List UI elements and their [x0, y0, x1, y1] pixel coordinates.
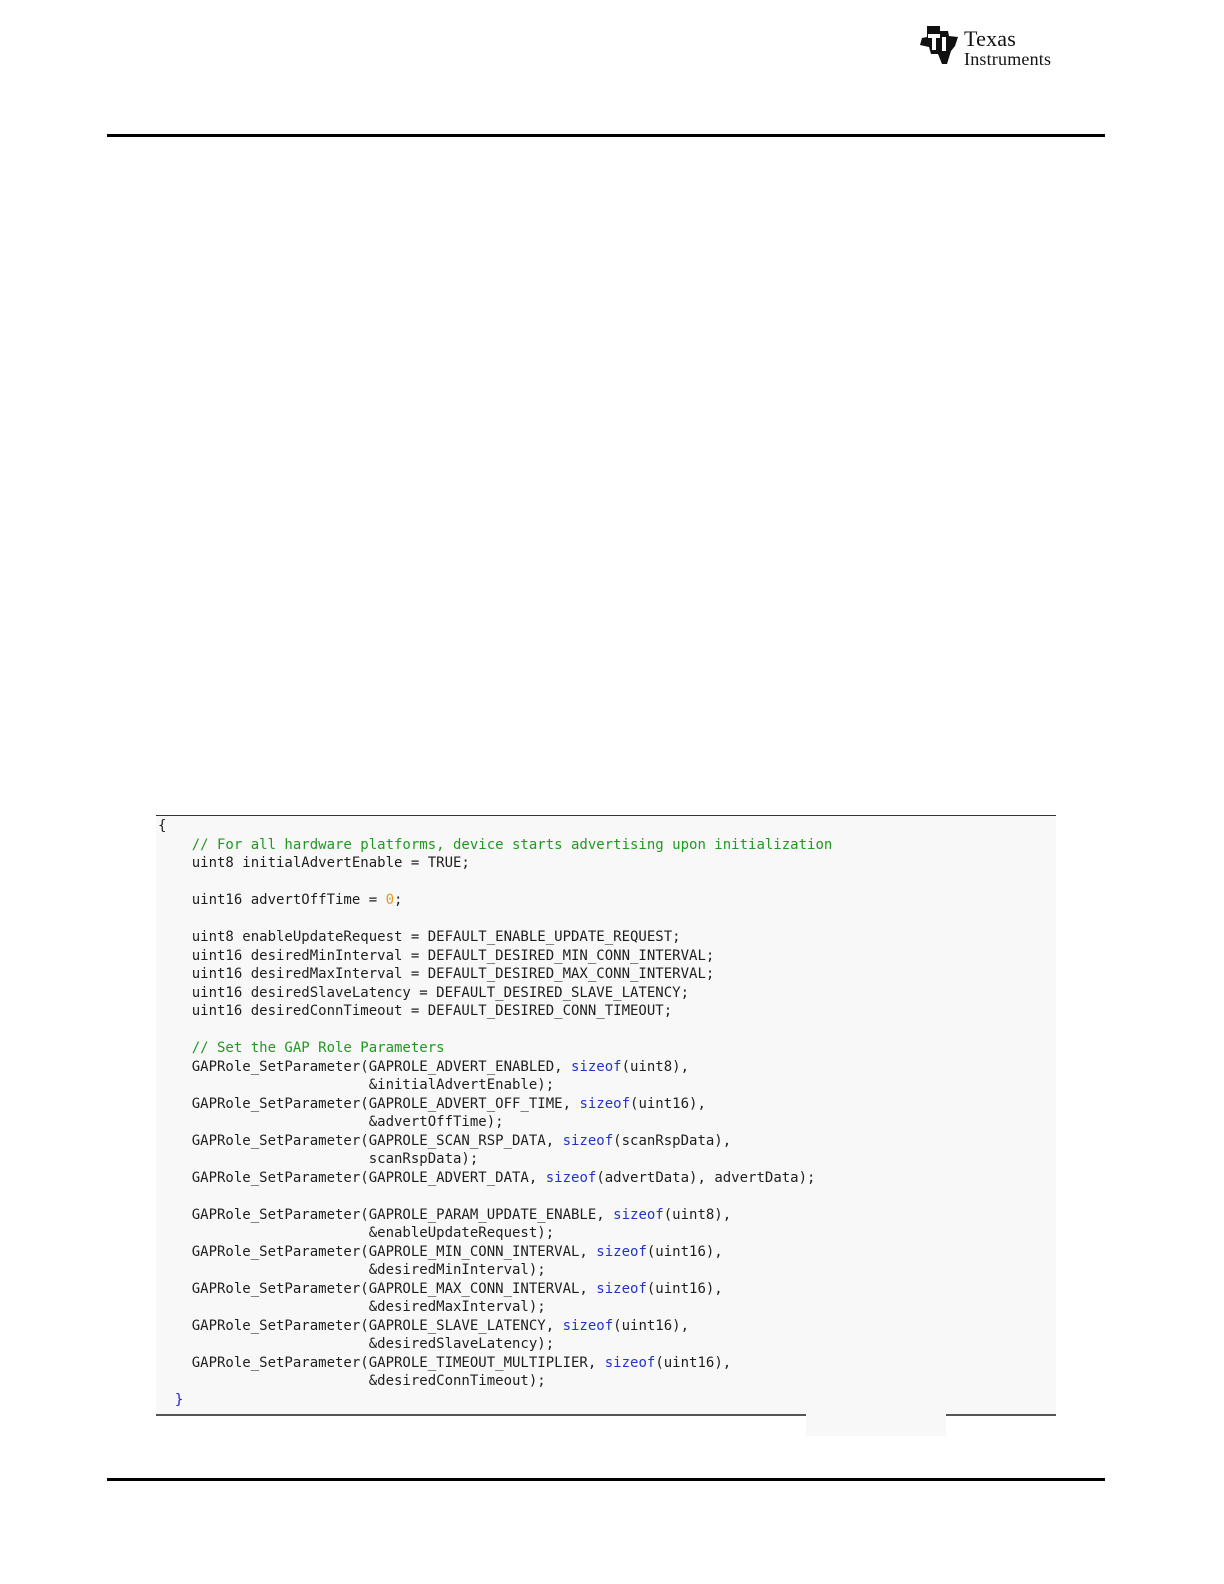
code-line [158, 1372, 832, 1391]
code-line [158, 1169, 832, 1188]
code-line [158, 1206, 832, 1225]
code-line [158, 947, 832, 966]
logo-text-texas: Texas [964, 26, 1016, 51]
code-line [158, 1076, 832, 1095]
code-token-number: 0 [385, 892, 395, 908]
code-line [158, 1058, 832, 1077]
code-token-keyword: sizeof [579, 1095, 631, 1112]
header-rule [107, 134, 1105, 137]
code-token-plain: GAPRole_SetParameter(GAPROLE_SCAN_RSP_DATA, [158, 1132, 563, 1149]
logo-text-instruments: Instruments [964, 49, 1052, 69]
code-token-plain: (advertData), advertData); [596, 1169, 816, 1186]
code-line [158, 1354, 832, 1373]
code-token-plain: uint8 enableUpdateRequest = DEFAULT_ENABLE_UPDATE_REQUEST; [158, 929, 681, 945]
code-panel-tab [806, 1414, 946, 1436]
code-token-plain: GAPRole_SetParameter(GAPROLE_MAX_CONN_INTERVAL, [158, 1280, 597, 1297]
code-line [158, 1021, 832, 1040]
code-token-keyword: sizeof [571, 1058, 622, 1075]
code-token-plain: GAPRole_SetParameter(GAPROLE_SLAVE_LATENCY, [158, 1317, 563, 1334]
code-token-plain: (uint8), [621, 1058, 690, 1075]
code-token-plain: uint8 initialAdvertEnable = TRUE; [158, 855, 470, 871]
code-line [158, 1261, 832, 1280]
code-token-plain: &enableUpdateRequest); [158, 1225, 555, 1241]
code-token-plain: GAPRole_SetParameter(GAPROLE_MIN_CONN_INTERVAL, [158, 1243, 597, 1260]
code-token-comment: // For all hardware platforms, device starts advertising upon initialization [158, 836, 833, 853]
code-token-keyword: sizeof [562, 1317, 614, 1334]
code-token-plain: scanRspData); [158, 1151, 479, 1167]
code-token-plain: (uint16), [646, 1243, 723, 1260]
code-token-plain: uint16 desiredSlaveLatency = DEFAULT_DESIRED_SLAVE_LATENCY; [158, 984, 690, 1001]
code-token-plain: GAPRole_SetParameter(GAPROLE_PARAM_UPDATE_ENABLE, [158, 1206, 614, 1223]
code-line [158, 984, 832, 1003]
code-line [158, 1391, 832, 1410]
code-line [158, 1150, 832, 1169]
code-line [158, 1039, 832, 1058]
code-line [158, 1243, 832, 1262]
code-token-plain: (uint16), [655, 1354, 732, 1371]
code-line [158, 817, 832, 836]
code-line [158, 1002, 832, 1021]
code-token-plain: &desiredConnTimeout); [158, 1373, 546, 1389]
code-token-plain: (scanRspData), [613, 1132, 732, 1149]
code-token-keyword: sizeof [562, 1132, 614, 1149]
code-token-plain: GAPRole_SetParameter(GAPROLE_TIMEOUT_MULTIPLIER, [158, 1354, 605, 1371]
code-line [158, 1224, 832, 1243]
code-token-comment: // Set the GAP Role Parameters [158, 1040, 445, 1056]
code-listing [156, 815, 1056, 1416]
code-token-plain: (uint16), [646, 1280, 723, 1297]
ti-logo [918, 24, 1108, 72]
code-line [158, 910, 832, 929]
code-token-plain: uint16 desiredMaxInterval = DEFAULT_DESIRED_MAX_CONN_INTERVAL; [158, 966, 715, 982]
ti-logo-icon [918, 24, 960, 66]
code-line [158, 1317, 832, 1336]
code-listing-text [158, 817, 832, 1409]
code-token-plain: uint16 desiredMinInterval = DEFAULT_DESIRED_MIN_CONN_INTERVAL; [158, 947, 715, 964]
code-line [158, 1280, 832, 1299]
code-token-plain: GAPRole_SetParameter(GAPROLE_ADVERT_OFF_TIME, [158, 1095, 580, 1112]
code-line [158, 928, 832, 947]
code-token-brace: } [158, 1391, 184, 1408]
code-line [158, 836, 832, 855]
code-token-plain: (uint8), [663, 1206, 732, 1223]
code-token-plain: ; [394, 892, 403, 908]
code-token-plain: &advertOffTime); [158, 1114, 504, 1130]
code-token-keyword: sizeof [596, 1243, 647, 1260]
code-token-plain: GAPRole_SetParameter(GAPROLE_ADVERT_ENABLED, [158, 1058, 572, 1075]
code-line [158, 1132, 832, 1151]
code-line [158, 1095, 832, 1114]
code-line [158, 891, 832, 910]
code-token-plain: GAPRole_SetParameter(GAPROLE_ADVERT_DATA, [158, 1169, 546, 1186]
code-token-keyword: sizeof [545, 1169, 597, 1186]
code-token-plain: { [158, 818, 167, 834]
footer-rule [107, 1478, 1105, 1481]
code-token-plain: (uint16), [630, 1095, 706, 1112]
code-token-plain: &desiredSlaveLatency); [158, 1336, 555, 1352]
code-line [158, 1335, 832, 1354]
code-token-plain: &desiredMinInterval); [158, 1262, 546, 1278]
code-line [158, 1187, 832, 1206]
code-token-plain: uint16 desiredConnTimeout = DEFAULT_DESIRED_CONN_TIMEOUT; [158, 1003, 673, 1019]
code-token-keyword: sizeof [613, 1206, 664, 1223]
code-token-keyword: sizeof [604, 1354, 656, 1371]
code-line [158, 873, 832, 892]
code-token-plain: (uint16), [613, 1317, 690, 1334]
code-token-plain: uint16 advertOffTime = [158, 892, 386, 908]
code-token-keyword: sizeof [596, 1280, 647, 1297]
code-token-plain: &initialAdvertEnable); [158, 1077, 555, 1093]
code-token-plain: &desiredMaxInterval); [158, 1299, 546, 1315]
code-line [158, 1113, 832, 1132]
code-line [158, 1298, 832, 1317]
code-line [158, 854, 832, 873]
code-line [158, 965, 832, 984]
